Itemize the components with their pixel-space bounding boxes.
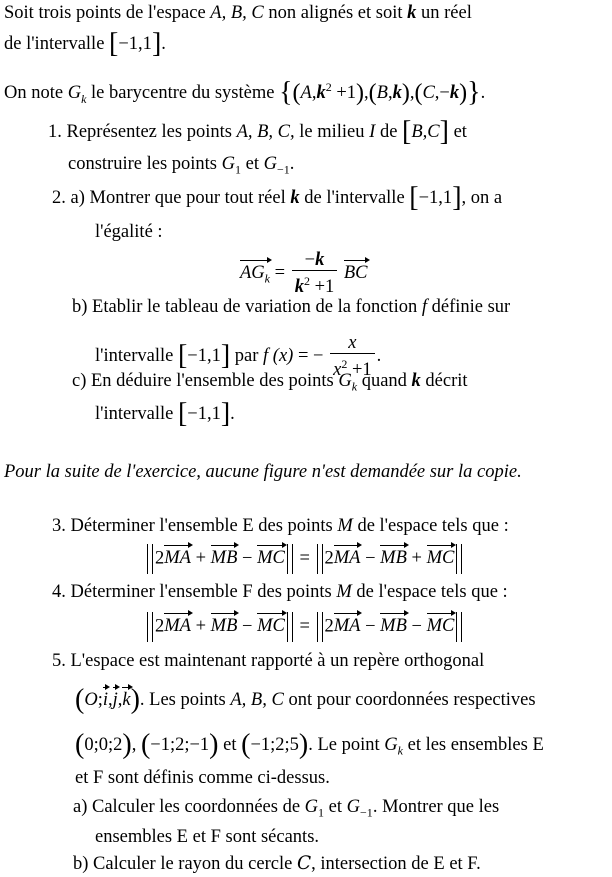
text: de l'intervalle xyxy=(4,34,110,54)
interval: −1,1 xyxy=(418,188,453,208)
text: Déterminer l'ensemble E des points xyxy=(65,516,338,536)
text: Soit trois points de l'espace xyxy=(4,3,211,23)
q2-line-2 xyxy=(95,221,163,243)
text: quand xyxy=(357,371,412,391)
text: le milieu xyxy=(294,122,370,142)
q-num: 2. xyxy=(52,188,66,208)
text: , on a xyxy=(461,188,503,208)
points-abc: A, B, C xyxy=(210,3,264,23)
points: A, B, C xyxy=(230,690,284,710)
coord-A: 0;0;2 xyxy=(84,735,123,755)
text: décrit xyxy=(420,371,468,391)
interval: −1,1 xyxy=(118,34,152,54)
system-bracket: { xyxy=(279,77,293,109)
interval: −1,1 xyxy=(187,345,221,366)
intro-line-2: de l'intervalle [−1,1]. xyxy=(4,28,166,59)
text: Etablir le tableau de variation de la fonction xyxy=(87,297,422,317)
text: ensembles E et F sont sécants. xyxy=(95,827,320,847)
text: non alignés et soit xyxy=(263,3,408,23)
points: A, B, C, xyxy=(236,122,295,142)
text: de l'espace tels que : xyxy=(351,582,508,602)
q2b-line-2: l'intervalle [−1,1] par f (x) = − $\frac{x}{x^2 +1}$ . xyxy=(95,333,382,381)
text: de l'intervalle xyxy=(299,188,410,208)
sub-label: a) xyxy=(65,188,85,208)
q5b-line-1 xyxy=(73,853,481,875)
text: de xyxy=(375,122,403,142)
text: On note xyxy=(4,83,68,104)
var-k: k xyxy=(407,3,417,23)
text: et xyxy=(324,797,347,817)
text: de l'espace tels que : xyxy=(352,516,509,536)
q3-line-1 xyxy=(52,515,509,537)
text: et F sont définis comme ci-dessus. xyxy=(75,768,330,788)
circle-C: C xyxy=(296,853,312,874)
text: Calculer les coordonnées de xyxy=(87,797,305,817)
q5-line-2: (O;i,j,k). Les points A, B, C ont pour coordonnées respectives xyxy=(75,684,536,715)
q4-line-1 xyxy=(52,581,508,603)
note: Pour la suite de l'exercice, aucune figure n'est demandée sur la copie. xyxy=(4,462,522,482)
sub-label: b) xyxy=(73,854,89,874)
q-num: 4. xyxy=(52,582,66,602)
q3-equation: 2MA + MB − MC = 2MA − MB + MC xyxy=(145,544,464,574)
bracket: [ xyxy=(109,28,119,59)
q5-line-1 xyxy=(52,650,484,672)
interval: −1,1 xyxy=(187,404,221,424)
function-f: f xyxy=(421,297,427,317)
text: et xyxy=(448,122,467,142)
text: et xyxy=(241,154,264,174)
q2c-line-2: l'intervalle [−1,1]. xyxy=(95,398,235,429)
q2-equation: $AG_k$ = $\frac{-k}{k^2 +1}$ BC xyxy=(240,250,368,298)
Gk: G xyxy=(67,83,82,104)
text: L'espace est maintenant rapporté à un repère orthogonal xyxy=(65,651,485,671)
q5a-line-1: a) Calculer les coordonnées de $G_1$ et $G_{-1}$. Montrer que les xyxy=(73,797,500,820)
q5a-line-2 xyxy=(95,826,319,848)
coord-C: −1;2;5 xyxy=(250,735,299,755)
text: Déterminer l'ensemble F des points xyxy=(65,582,337,602)
q5-line-4 xyxy=(75,767,330,789)
text: l'égalité : xyxy=(95,222,163,242)
intro-line-3: On note $G_k$ le barycentre du système $\{(A,k^2 +1),(B,k),(C,-k)\}$. xyxy=(4,77,486,109)
text: définie sur xyxy=(426,297,511,317)
q-num: 1. xyxy=(48,122,62,142)
q1-line-1: 1. Représentez les points A, B, C, le milieu I de [B,C] et xyxy=(48,116,467,147)
segment: B,C xyxy=(411,122,440,142)
text: construire les points xyxy=(68,154,222,174)
intro-line-1 xyxy=(4,2,472,24)
q-num: 5. xyxy=(52,651,66,671)
bracket: ] xyxy=(151,28,162,59)
text: , intersection de E et F. xyxy=(311,854,481,874)
text: et les ensembles E xyxy=(402,735,544,755)
q2b-line-1 xyxy=(72,296,510,318)
text: En déduire l'ensemble des points xyxy=(86,371,339,391)
coord-B: −1;2;−1 xyxy=(150,735,210,755)
text: l'intervalle xyxy=(95,404,178,424)
text: Montrer que pour tout réel xyxy=(84,188,291,208)
text: l'intervalle xyxy=(95,345,178,366)
q-num: 3. xyxy=(52,516,66,536)
text: le barycentre du système xyxy=(86,83,280,104)
fx: f (x) xyxy=(263,345,294,366)
q4-equation: 2MA + MB − MC = 2MA − MB − MC xyxy=(145,612,464,642)
sub-label: b) xyxy=(72,297,88,317)
text: ont pour coordonnées respectives xyxy=(283,690,536,710)
text: Représentez les points xyxy=(61,122,237,142)
point-M: M xyxy=(337,516,353,536)
point-I: I xyxy=(369,122,376,142)
text: un réel xyxy=(416,3,472,23)
text: Calculer le rayon du cercle xyxy=(88,854,297,874)
sub-label: c) xyxy=(72,371,87,391)
q1-line-2: construire les points $G_1$ et $G_{-1}$. xyxy=(68,154,295,177)
text: . Le point xyxy=(308,735,385,755)
q5-line-3: (0;0;2), (−1;2;−1) et (−1;2;5). Le point $G_k$ et les ensembles E xyxy=(75,729,544,760)
sub-label: a) xyxy=(73,797,88,817)
text: . Montrer que les xyxy=(372,797,500,817)
text: et xyxy=(218,735,242,755)
text: . Les points xyxy=(139,690,231,710)
q2c-line-1: c) En déduire l'ensemble des points $G_k$ quand k décrit xyxy=(72,371,468,394)
point-M: M xyxy=(336,582,352,602)
text: par xyxy=(230,345,264,366)
q2-line-1: 2. a) Montrer que pour tout réel k de l'intervalle [−1,1], on a xyxy=(52,182,503,213)
